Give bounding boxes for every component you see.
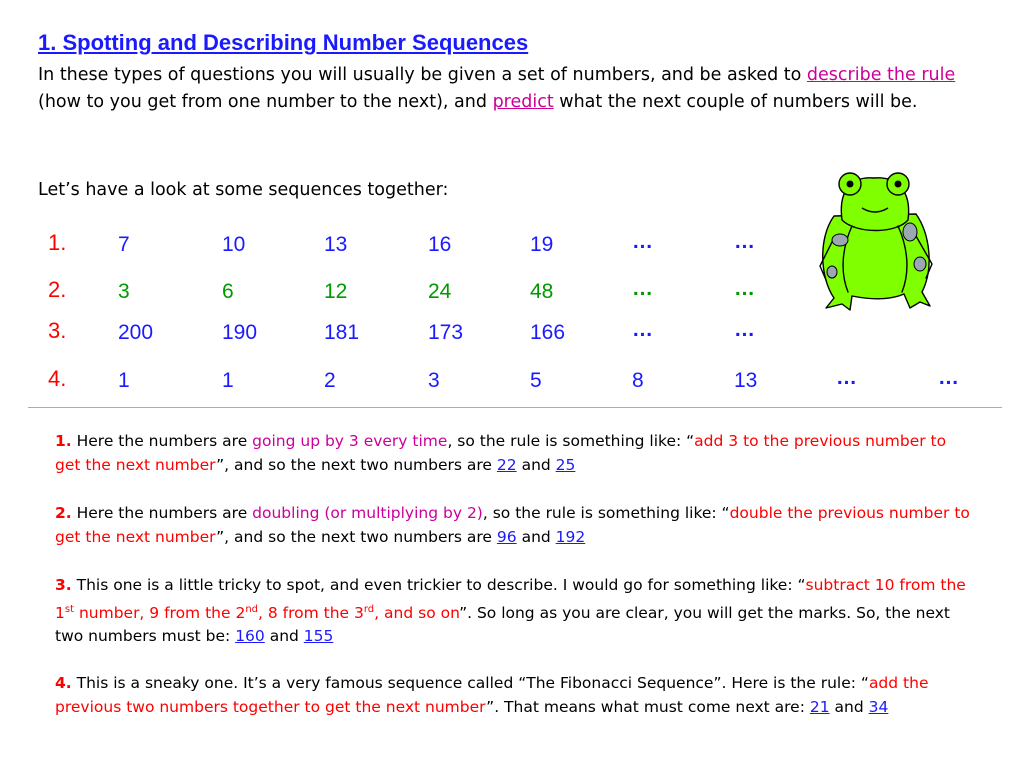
intro-text-2: (how to you get from one number to the next), and <box>38 92 493 112</box>
sequence-label: 2. <box>48 277 67 302</box>
intro-paragraph <box>38 62 978 116</box>
ellipsis: … <box>836 366 857 389</box>
answer-1 <box>55 430 975 477</box>
answer-text: , so the rule is something like: “ <box>447 432 695 450</box>
answer-number: 1. <box>55 432 72 450</box>
ellipsis: … <box>734 230 755 253</box>
ellipsis: … <box>938 366 959 389</box>
sequence-label: 1. <box>48 230 67 255</box>
answer-text: This one is a little tricky to spot, and even trickier to describe. I would go for something like: “ <box>71 576 806 594</box>
answer-value: 192 <box>555 527 586 546</box>
sequence-term: 12 <box>324 280 348 303</box>
answer-text: Here the numbers are <box>71 432 253 450</box>
answer-4 <box>55 672 975 719</box>
sequence-term: 1 <box>118 369 130 392</box>
sequence-term: 6 <box>222 280 234 303</box>
answer-text: and <box>829 697 869 716</box>
answer-value: 34 <box>868 697 889 716</box>
predict-highlight: predict <box>492 92 554 112</box>
answer-highlight: doubling (or multiplying by 2) <box>252 504 483 522</box>
answer-number: 3. <box>55 576 72 594</box>
sequence-row-4 <box>0 366 1024 396</box>
answer-text: ”. So long as you are clear, you will get the marks. So, the next two numbers must be: <box>55 603 950 646</box>
answer-text: and <box>264 627 304 646</box>
answer-number: 4. <box>55 674 72 692</box>
answer-text: , so the rule is something like: “ <box>482 504 730 522</box>
answer-number: 2. <box>55 504 72 522</box>
answer-3 <box>55 574 975 649</box>
answer-rule: number, 9 from the 2 <box>74 603 246 622</box>
answer-text: ”. That means what must come next are: <box>486 697 810 716</box>
answer-rule: subtract 10 from the 1 <box>55 576 966 622</box>
ordinal-suffix: st <box>64 603 75 615</box>
sequence-term: 3 <box>428 369 440 392</box>
sequence-term: 166 <box>530 321 566 344</box>
describe-rule-highlight: describe the rule <box>806 65 956 85</box>
answer-text: and <box>516 527 556 546</box>
answer-value: 155 <box>303 627 334 646</box>
sequence-term: 3 <box>118 280 130 303</box>
answer-rule: , and so on <box>374 603 460 622</box>
ellipsis: … <box>734 277 755 300</box>
section-divider <box>28 407 1002 408</box>
ellipsis: … <box>632 277 653 300</box>
answer-rule: add 3 to the previous number to get the next number <box>55 432 947 474</box>
sequence-term: 48 <box>530 280 554 303</box>
sequence-term: 181 <box>324 321 360 344</box>
sequence-row-2 <box>0 277 1024 307</box>
answer-2 <box>55 502 975 549</box>
answer-rule: add the previous two numbers together to get the next number <box>55 674 929 716</box>
sequence-label: 4. <box>48 366 67 391</box>
answer-text: This is a sneaky one. It’s a very famous sequence called “The Fibonacci Sequence”. Here is the rule: “ <box>71 674 869 692</box>
intro-text-1: In these types of questions you will usually be given a set of numbers, and be asked to <box>38 65 807 85</box>
sequence-term: 13 <box>734 369 758 392</box>
sequence-label: 3. <box>48 318 67 343</box>
sequence-term: 2 <box>324 369 336 392</box>
page-title: 1. Spotting and Describing Number Sequences <box>38 30 529 55</box>
answer-value: 25 <box>555 455 576 474</box>
ellipsis: … <box>632 230 653 253</box>
sequence-term: 7 <box>118 233 130 256</box>
sequence-row-3 <box>0 318 1024 348</box>
ordinal-suffix: rd <box>363 603 375 615</box>
sequence-term: 1 <box>222 369 234 392</box>
sequence-term: 19 <box>530 233 554 256</box>
lead-sentence: Let’s have a look at some sequences together: <box>38 180 449 200</box>
sequence-term: 10 <box>222 233 246 256</box>
answer-text: Here the numbers are <box>71 504 253 522</box>
sequence-term: 200 <box>118 321 154 344</box>
answer-rule: double the previous number to get the next number <box>55 504 970 546</box>
sequence-term: 8 <box>632 369 644 392</box>
sequence-term: 173 <box>428 321 464 344</box>
answer-value: 21 <box>809 697 830 716</box>
sequence-term: 5 <box>530 369 542 392</box>
ordinal-suffix: nd <box>245 603 258 615</box>
answer-highlight: going up by 3 every time <box>252 432 448 450</box>
sequence-term: 190 <box>222 321 258 344</box>
answer-text: ”, and so the next two numbers are <box>216 527 497 546</box>
answer-value: 160 <box>235 627 265 646</box>
answer-text: and <box>516 455 556 474</box>
sequence-row-1 <box>0 230 1024 260</box>
ellipsis: … <box>734 318 755 341</box>
answer-value: 22 <box>496 455 517 474</box>
answer-rule: , 8 from the 3 <box>258 603 364 622</box>
sequence-term: 13 <box>324 233 348 256</box>
sequence-term: 16 <box>428 233 452 256</box>
sequence-term: 24 <box>428 280 452 303</box>
ellipsis: … <box>632 318 653 341</box>
intro-text-3: what the next couple of numbers will be. <box>553 92 918 112</box>
answer-value: 96 <box>496 527 517 546</box>
answer-text: ”, and so the next two numbers are <box>216 455 497 474</box>
